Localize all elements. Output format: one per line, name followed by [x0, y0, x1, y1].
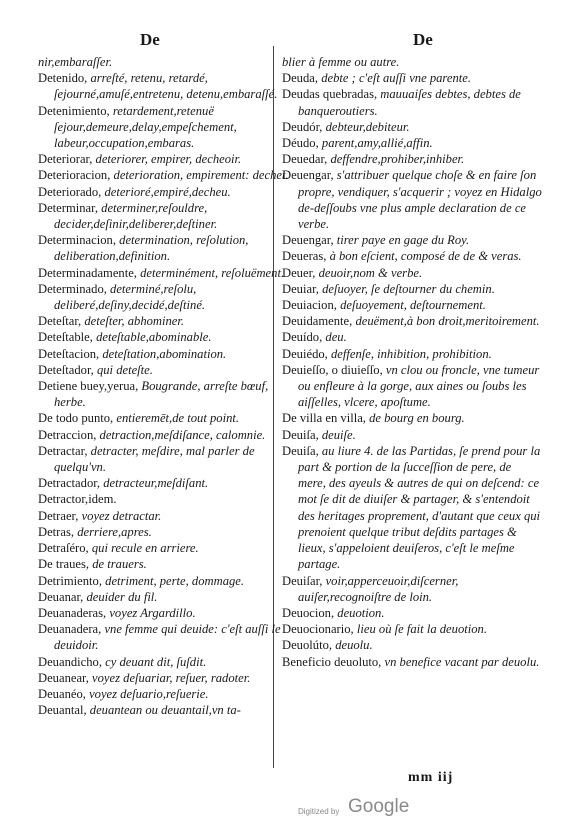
- entry-headword: Deuiédo,: [282, 346, 328, 361]
- entry-headword: Deuantal,: [38, 703, 87, 718]
- entry-translation: arreſté, retenu, retardé, ſejourné,amuſé,entretenu, detenu,embaraſſé.: [54, 71, 278, 102]
- entry-translation: lieu où ſe fait la deuotion.: [356, 622, 487, 637]
- dictionary-entry: [38, 573, 293, 589]
- entry-headword: Deteſtador,: [38, 362, 94, 377]
- header-right: De: [413, 30, 433, 49]
- entry-headword: Deuanaderas,: [38, 605, 107, 620]
- dictionary-entry: [38, 346, 293, 362]
- left-column: [38, 54, 293, 718]
- dictionary-entry: [282, 297, 542, 313]
- entry-headword: Beneficio deuoluto,: [282, 654, 382, 669]
- dictionary-entry: [282, 248, 542, 264]
- entry-translation: detracteur,meſdiſant.: [103, 476, 209, 491]
- dictionary-entry: [38, 167, 293, 183]
- entry-translation: voir,apperceuoir,diſcerner, auiſer,recognoiſtre de loin.: [298, 573, 459, 604]
- entry-translation: deuider du fil.: [86, 589, 158, 604]
- entry-translation: determination, reſolution, deliberation,definition.: [54, 233, 249, 264]
- watermark-small: Digitized by: [298, 807, 340, 816]
- entry-translation: detraction,meſdiſance, calomnie.: [99, 427, 266, 442]
- entry-headword: Detenido,: [38, 71, 88, 86]
- right-column: [282, 54, 542, 670]
- entry-headword: Deuidamente,: [282, 314, 353, 329]
- entry-translation: voyez deſuario,reſuerie.: [89, 686, 209, 701]
- running-header: [0, 30, 569, 52]
- entry-headword: Determinacion,: [38, 233, 116, 248]
- dictionary-entry: [38, 491, 293, 507]
- entry-headword: Determinado,: [38, 281, 107, 296]
- entry-translation: vn benefice vacant par deuolu.: [384, 654, 540, 669]
- dictionary-entry: [38, 70, 293, 102]
- entry-translation: debte ; c'eſt auſſi vne parente.: [321, 71, 471, 86]
- entry-translation: vne femme qui deuide: c'eſt auſſi le deuidoir.: [54, 622, 281, 653]
- dictionary-entry: [38, 605, 293, 621]
- entry-headword: Deuído,: [282, 330, 323, 345]
- dictionary-entry: [282, 637, 542, 653]
- entry-headword: De villa en villa,: [282, 411, 366, 426]
- entry-headword: Deuanar,: [38, 589, 84, 604]
- dictionary-entry: [282, 151, 542, 167]
- dictionary-entry: [38, 556, 293, 572]
- entry-headword: Deuanéo,: [38, 686, 86, 701]
- dictionary-entry: [282, 410, 542, 426]
- entry-headword: Detras,: [38, 524, 75, 539]
- entry-headword: Deteſtacion,: [38, 346, 100, 361]
- entry-headword: Deuieſſo, o diuieſſo,: [282, 362, 383, 377]
- entry-translation: deuolu.: [335, 638, 373, 653]
- entry-headword: Deuiar,: [282, 281, 319, 296]
- entry-headword: Detractador,: [38, 476, 101, 491]
- dictionary-entry: [38, 670, 293, 686]
- entry-headword: Detraccion,: [38, 427, 97, 442]
- entry-translation: tirer paye en gage du Roy.: [336, 233, 470, 248]
- dictionary-entry: [282, 443, 542, 573]
- entry-headword: Déudo,: [282, 136, 319, 151]
- header-left: De: [140, 30, 160, 49]
- entry-headword: Detractor,idem.: [38, 492, 117, 507]
- dictionary-entry: [38, 151, 293, 167]
- dictionary-entry: [38, 508, 293, 524]
- entry-translation: deteſtable,abominable.: [96, 330, 212, 345]
- entry-headword: Deuiſa,: [282, 427, 319, 442]
- entry-headword: Deudór,: [282, 119, 323, 134]
- watermark-logo: Google: [348, 796, 410, 817]
- entry-translation: deuëment,à bon droit,meritoirement.: [355, 314, 540, 329]
- entry-translation: blier à femme ou autre.: [282, 55, 400, 69]
- entry-translation: deuoir,nom & verbe.: [318, 265, 423, 280]
- entry-translation: deterioration, empirement: dechet.: [113, 168, 289, 183]
- entry-headword: Deteriorado,: [38, 184, 102, 199]
- dictionary-entry: [38, 281, 293, 313]
- entry-translation: deuantean ou deuantail,vn ta-: [89, 703, 241, 718]
- dictionary-entry: [38, 313, 293, 329]
- dictionary-entry: [282, 265, 542, 281]
- entry-translation: determiner,reſouldre, decider,deſinir,deliberer,deſtiner.: [54, 200, 218, 232]
- entry-translation: deuotion.: [337, 605, 385, 620]
- entry-headword: Deuanadera,: [38, 622, 102, 637]
- entry-translation: parent,amy,allié,affin.: [321, 136, 433, 151]
- dictionary-entry: [38, 54, 293, 70]
- dictionary-entry: [38, 524, 293, 540]
- entry-translation: s'attribuer quelque choſe & en faire ſon propre, vendiquer, s'acquerir ; voyez en Hidalgo de-deſſoubs vne plus ample declaration de ce verbe.: [298, 168, 542, 232]
- dictionary-entry: [282, 313, 542, 329]
- dictionary-entry: [282, 427, 542, 443]
- entry-translation: de bourg en bourg.: [369, 411, 465, 426]
- dictionary-entry: [282, 362, 542, 411]
- dictionary-entry: [38, 427, 293, 443]
- entry-translation: nir,embaraſſer.: [38, 55, 113, 69]
- entry-translation: entieremēt,de tout point.: [116, 411, 240, 426]
- entry-headword: Deudas quebradas,: [282, 87, 378, 102]
- entry-translation: derriere,apres.: [77, 524, 152, 539]
- dictionary-entry: [38, 654, 293, 670]
- dictionary-entry: [38, 443, 293, 475]
- entry-translation: à bon eſcient, composé de de & veras.: [329, 249, 522, 264]
- dictionary-entry: [38, 265, 293, 281]
- entry-headword: Deuolúto,: [282, 638, 333, 653]
- entry-translation: deterioré,empiré,decheu.: [104, 184, 231, 199]
- entry-headword: Determinar,: [38, 200, 98, 215]
- dictionary-entry: [38, 184, 293, 200]
- dictionary-entry: [38, 621, 293, 653]
- entry-translation: Bougrande, arreſte bœuf, herbe.: [54, 379, 269, 410]
- entry-headword: Deuedar,: [282, 152, 328, 167]
- entry-headword: Deuiſa,: [282, 443, 319, 458]
- dictionary-entry: [282, 119, 542, 135]
- dictionary-entry: [38, 686, 293, 702]
- entry-headword: Deuiacion,: [282, 298, 337, 313]
- entry-translation: deffenſe, inhibition, prohibition.: [330, 346, 492, 361]
- entry-headword: Deuocionario,: [282, 622, 354, 637]
- entry-headword: Deuanear,: [38, 670, 89, 685]
- entry-headword: Deteriorar,: [38, 152, 93, 167]
- dictionary-entry: [282, 135, 542, 151]
- entry-translation: deſuoyer, ſe deſtourner du chemin.: [322, 281, 495, 296]
- entry-headword: Deterioracion,: [38, 168, 111, 183]
- entry-headword: Deuda,: [282, 71, 319, 86]
- dictionary-entry: [38, 589, 293, 605]
- entry-translation: debteur,debiteur.: [325, 119, 410, 134]
- entry-translation: detriment, perte, dommage.: [105, 573, 245, 588]
- entry-translation: vn clou ou froncle, vne tumeur ou enfleure à la gorge, aux aines ou ſoubs les aiſſelles, vlcere, apoſtume.: [298, 362, 540, 410]
- entry-translation: detracter, meſdire, mal parler de quelqu'vn.: [54, 443, 255, 475]
- entry-translation: deffendre,prohiber,inhiber.: [330, 152, 465, 167]
- dictionary-entry: [38, 410, 293, 426]
- dictionary-entry: [282, 573, 542, 605]
- entry-translation: au liure 4. de las Partidas, ſe prend pour la part & portion de la ſucceſſion de pere, de mere, des ayeuls & autres de qui on deſcend: ce mot ſe dit de diuiſer & partager, & s'entendoit des heritages proprement, d'autant que ceux qui prenoient quelque tribut deſdits partages & lieux, s'appeloient deuiſeros, c'eſt le meſme partage.: [298, 443, 541, 572]
- dictionary-entry: [282, 621, 542, 637]
- dictionary-entry: [38, 200, 293, 232]
- entry-headword: Deuengar,: [282, 168, 334, 183]
- signature-mark: mm iij: [408, 770, 454, 785]
- entry-translation: cy deuant dit, ſuſdit.: [105, 654, 207, 669]
- dictionary-entry: [282, 70, 542, 86]
- entry-translation: qui deteſte.: [96, 362, 153, 377]
- dictionary-entry: [282, 232, 542, 248]
- dictionary-entry: [38, 362, 293, 378]
- entry-headword: Deueras,: [282, 249, 327, 264]
- entry-headword: Deuengar,: [282, 233, 334, 248]
- dictionary-entry: [282, 54, 542, 70]
- entry-translation: mauuaiſes debtes, debtes de banqueroutiers.: [298, 87, 521, 118]
- entry-headword: Detenimiento,: [38, 103, 110, 118]
- dictionary-entry: [282, 605, 542, 621]
- entry-translation: deteſter, abhominer.: [84, 314, 185, 329]
- dictionary-entry: [282, 167, 542, 232]
- entry-headword: Deuocion,: [282, 605, 335, 620]
- entry-translation: qui recule en arriere.: [91, 541, 199, 556]
- entry-translation: deuiſe.: [321, 427, 356, 442]
- entry-headword: Determinadamente,: [38, 265, 137, 280]
- entry-headword: Deteſtable,: [38, 330, 93, 345]
- dictionary-entry: [38, 103, 293, 152]
- dictionary-entry: [38, 475, 293, 491]
- entry-headword: De traues,: [38, 557, 90, 572]
- entry-translation: retardement,retenuë ſejour,demeure,delay,empeſchement, labeur,occupation,embaras.: [54, 103, 237, 151]
- entry-translation: deteſtation,abomination.: [102, 346, 227, 361]
- entry-translation: deſuoyement, deſtournement.: [340, 298, 486, 313]
- entry-translation: determiné,reſolu, deliberé,deſiny,decidé,deſtiné.: [54, 281, 206, 313]
- entry-headword: Detraer,: [38, 508, 79, 523]
- entry-headword: Deuiſar,: [282, 573, 323, 588]
- dictionary-entry: [38, 702, 293, 718]
- dictionary-entry: [282, 346, 542, 362]
- entry-headword: Deteſtar,: [38, 314, 82, 329]
- dictionary-entry: [282, 281, 542, 297]
- dictionary-entry: [38, 378, 293, 410]
- entry-headword: Deuandicho,: [38, 654, 102, 669]
- digitized-watermark: [298, 796, 418, 820]
- dictionary-entry: [282, 86, 542, 118]
- entry-headword: Detractar,: [38, 443, 88, 458]
- dictionary-entry: [38, 540, 293, 556]
- entry-translation: voyez Argardillo.: [109, 605, 196, 620]
- entry-headword: Detrimiento,: [38, 573, 103, 588]
- entry-translation: de trauers.: [92, 557, 147, 572]
- dictionary-entry: [282, 329, 542, 345]
- dictionary-entry: [38, 232, 293, 264]
- entry-translation: voyez deſuariar, reſuer, radoter.: [92, 670, 251, 685]
- entry-headword: Deuer,: [282, 265, 316, 280]
- entry-headword: Detraſéro,: [38, 541, 89, 556]
- entry-translation: deu.: [325, 330, 347, 345]
- dictionary-entry: [38, 329, 293, 345]
- entry-headword: Detiene buey,yerua,: [38, 379, 139, 394]
- entry-translation: determinément, reſoluëment.: [140, 265, 285, 280]
- dictionary-entry: [282, 654, 542, 670]
- entry-headword: De todo punto,: [38, 411, 114, 426]
- entry-translation: deteriorer, empirer, decheoir.: [95, 152, 242, 167]
- entry-translation: voyez detractar.: [81, 508, 162, 523]
